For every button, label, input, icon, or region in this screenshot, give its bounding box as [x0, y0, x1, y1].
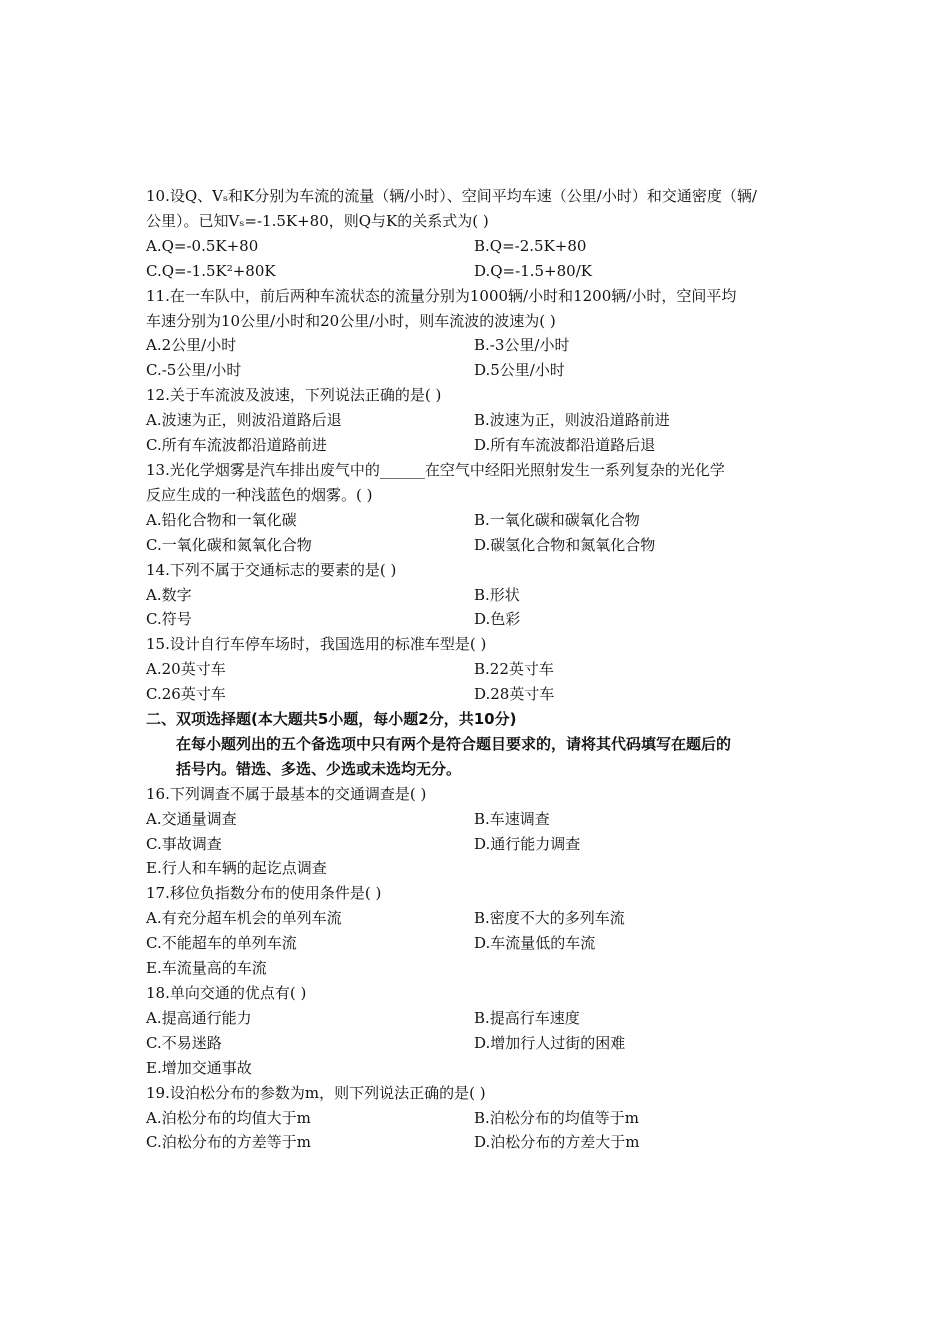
question-16	[146, 782, 816, 882]
question-11	[146, 284, 816, 384]
option-row	[146, 234, 816, 259]
question-13	[146, 458, 816, 558]
option-b: B.22英寸车	[474, 660, 554, 679]
option-a: A.2公里/小时	[146, 336, 237, 355]
question-stem: 15.设计自行车停车场时，我国选用的标准车型是( )	[146, 635, 487, 654]
question-19	[146, 1081, 816, 1156]
option-d: D.5公里/小时	[474, 361, 565, 380]
option-e: E.增加交通事故	[146, 1058, 252, 1077]
option-e: E.车流量高的车流	[146, 959, 267, 978]
option-a: A.波速为正，则波沿道路后退	[146, 411, 342, 430]
option-row	[146, 1031, 816, 1056]
question-18	[146, 981, 816, 1081]
option-d: D.增加行人过街的困难	[474, 1033, 626, 1052]
question-stem: 19.设泊松分布的参数为m，则下列说法正确的是( )	[146, 1083, 486, 1102]
option-row	[146, 931, 816, 956]
exam-page-content	[146, 184, 816, 1155]
option-row	[146, 358, 816, 383]
question-stem: 12.关于车流波及波速，下列说法正确的是( )	[146, 386, 442, 405]
option-c: C.Q=-1.5K²+80K	[146, 261, 276, 280]
option-row	[146, 807, 816, 832]
question-stem: 14.下列不属于交通标志的要素的是( )	[146, 560, 397, 579]
option-d: D.所有车流波都沿道路后退	[474, 436, 656, 455]
question-stem: 反应生成的一种浅蓝色的烟雾。( )	[146, 485, 373, 504]
option-d: D.碳氢化合物和氮氧化合物	[474, 535, 656, 554]
option-d: D.色彩	[474, 610, 521, 629]
question-14	[146, 558, 816, 633]
option-b: B.形状	[474, 585, 520, 604]
option-c: C.泊松分布的方差等于m	[146, 1133, 311, 1152]
option-c: C.所有车流波都沿道路前进	[146, 436, 327, 455]
option-a: A.20英寸车	[146, 660, 226, 679]
question-stem: 车速分别为10公里/小时和20公里/小时，则车流波的波速为( )	[146, 311, 556, 330]
section-instruction: 在每小题列出的五个备选项中只有两个是符合题目要求的，请将其代码填写在题后的	[176, 734, 732, 753]
option-d: D.泊松分布的方差大于m	[474, 1133, 640, 1152]
option-d: D.Q=-1.5+80/K	[474, 261, 592, 280]
option-a: A.泊松分布的均值大于m	[146, 1108, 311, 1127]
option-b: B.Q=-2.5K+80	[474, 236, 587, 255]
option-row	[146, 508, 816, 533]
option-a: A.交通量调查	[146, 809, 237, 828]
option-b: B.-3公里/小时	[474, 336, 570, 355]
question-stem: 18.单向交通的优点有( )	[146, 984, 307, 1002]
option-c: C.事故调查	[146, 834, 222, 853]
question-stem: 10.设Q、Vₛ和K分别为车流的流量（辆/小时）、空间平均车速（公里/小时）和交通密度（辆/	[146, 187, 757, 205]
option-d: D.车流量低的车流	[474, 934, 596, 953]
option-row	[146, 607, 816, 632]
option-b: B.泊松分布的均值等于m	[474, 1108, 640, 1127]
section-instruction: 括号内。错选、多选、少选或未选均无分。	[176, 759, 462, 778]
option-row	[146, 1006, 816, 1031]
question-stem: 16.下列调查不属于最基本的交通调查是( )	[146, 784, 427, 803]
question-stem: 13.光化学烟雾是汽车排出废气中的______在空气中经阳光照射发生一系列复杂的光化学	[146, 460, 725, 479]
option-c: C.符号	[146, 610, 192, 629]
option-row	[146, 682, 816, 707]
option-a: A.数字	[146, 585, 192, 604]
option-a: A.Q=-0.5K+80	[146, 236, 259, 255]
option-e: E.行人和车辆的起讫点调查	[146, 859, 327, 878]
option-row	[146, 906, 816, 931]
question-stem: 公里）。已知Vₛ=-1.5K+80，则Q与K的关系式为( )	[146, 211, 489, 230]
option-row	[146, 259, 816, 284]
option-row	[146, 1130, 816, 1155]
option-b: B.一氧化碳和碳氧化合物	[474, 510, 640, 529]
option-c: C.一氧化碳和氮氧化合物	[146, 535, 312, 554]
option-c: C.不易迷路	[146, 1033, 222, 1052]
option-d: D.通行能力调查	[474, 834, 581, 853]
question-stem: 17.移位负指数分布的使用条件是( )	[146, 884, 382, 903]
option-row	[146, 1106, 816, 1131]
option-a: A.有充分超车机会的单列车流	[146, 909, 342, 928]
option-a: A.铅化合物和一氧化碳	[146, 510, 297, 529]
option-d: D.28英寸车	[474, 685, 555, 704]
question-10	[146, 184, 816, 284]
question-stem: 11.在一车队中，前后两种车流状态的流量分别为1000辆/小时和1200辆/小时，空间平均	[146, 286, 737, 305]
question-12	[146, 383, 816, 458]
option-row	[146, 832, 816, 857]
question-15	[146, 632, 816, 707]
option-c: C.不能超车的单列车流	[146, 934, 297, 953]
question-17	[146, 881, 816, 981]
option-row	[146, 433, 816, 458]
option-b: B.车速调查	[474, 809, 550, 828]
option-b: B.密度不大的多列车流	[474, 909, 625, 928]
option-row	[146, 408, 816, 433]
option-row	[146, 583, 816, 608]
option-b: B.波速为正，则波沿道路前进	[474, 411, 670, 430]
option-row	[146, 533, 816, 558]
option-c: C.26英寸车	[146, 685, 226, 704]
section-title: 二、双项选择题(本大题共5小题，每小题2分，共10分)	[146, 710, 517, 729]
option-c: C.-5公里/小时	[146, 361, 242, 380]
option-row	[146, 333, 816, 358]
option-row	[146, 657, 816, 682]
option-a: A.提高通行能力	[146, 1008, 252, 1027]
option-b: B.提高行车速度	[474, 1008, 580, 1027]
